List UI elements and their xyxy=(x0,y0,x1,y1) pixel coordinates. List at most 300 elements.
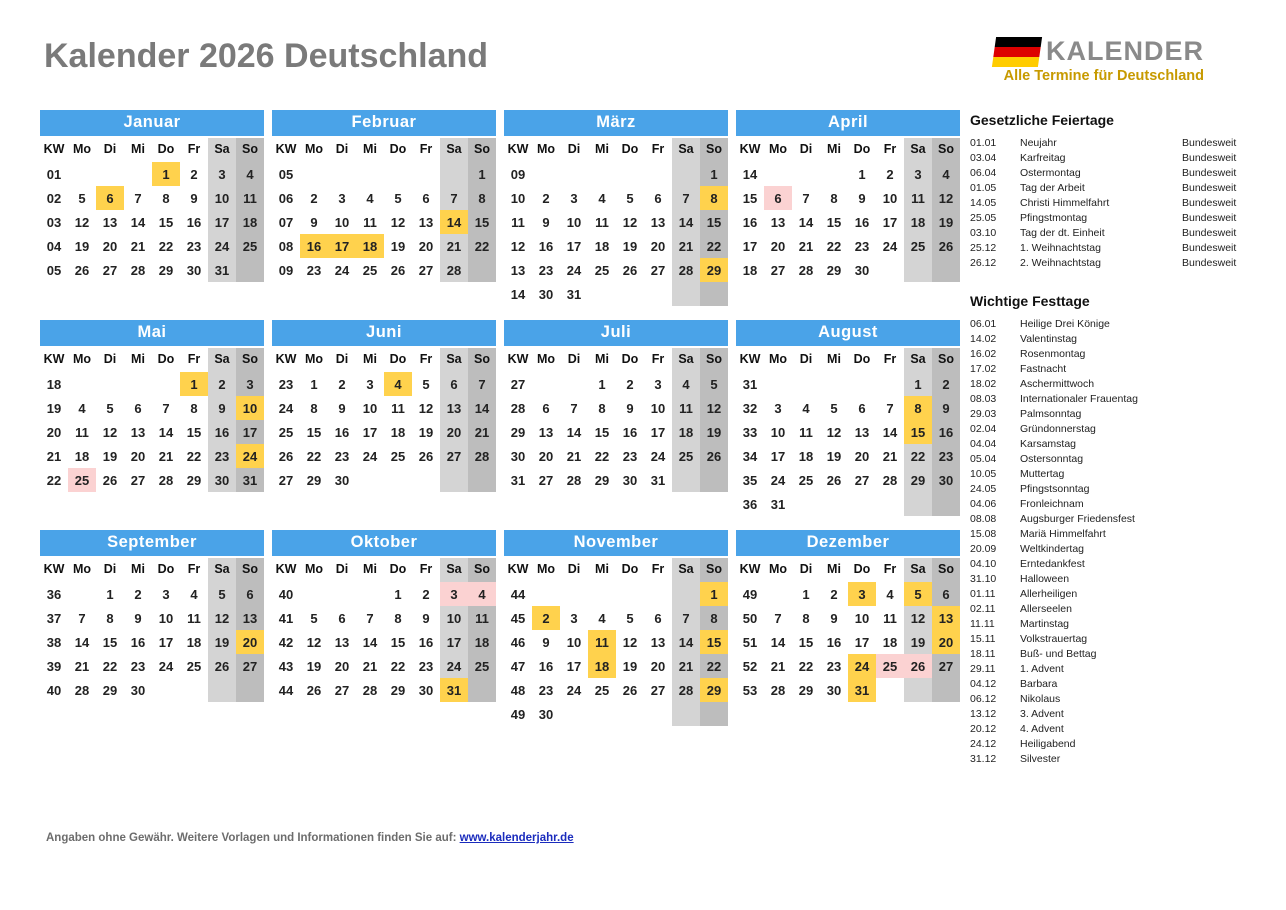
day-cell[interactable]: 17 xyxy=(770,448,786,464)
day-cell[interactable]: 14 xyxy=(882,424,898,440)
day-cell[interactable]: 26 xyxy=(74,262,90,278)
day-cell[interactable]: 9 xyxy=(542,214,550,230)
day-cell[interactable]: 16 xyxy=(418,634,434,650)
day-cell[interactable]: 25 xyxy=(362,262,378,278)
day-cell[interactable]: 16 xyxy=(932,420,960,444)
day-cell[interactable]: 12 xyxy=(932,186,960,210)
day-cell[interactable]: 20 xyxy=(236,630,264,654)
day-cell[interactable]: 18 xyxy=(390,424,406,440)
day-cell[interactable]: 2 xyxy=(830,586,838,602)
day-cell[interactable]: 23 xyxy=(418,658,434,674)
day-cell[interactable]: 25 xyxy=(904,234,932,258)
day-cell[interactable]: 15 xyxy=(306,424,322,440)
day-cell[interactable]: 24 xyxy=(236,444,264,468)
day-cell[interactable]: 6 xyxy=(440,372,468,396)
day-cell[interactable]: 22 xyxy=(306,448,322,464)
day-cell[interactable]: 29 xyxy=(186,472,202,488)
day-cell[interactable]: 28 xyxy=(74,682,90,698)
day-cell[interactable]: 11 xyxy=(363,214,377,230)
day-cell[interactable]: 31 xyxy=(208,258,236,282)
day-cell[interactable]: 30 xyxy=(622,472,638,488)
day-cell[interactable]: 6 xyxy=(932,582,960,606)
day-cell[interactable]: 7 xyxy=(802,190,810,206)
day-cell[interactable]: 4 xyxy=(190,586,198,602)
day-cell[interactable]: 12 xyxy=(622,214,638,230)
day-cell[interactable]: 8 xyxy=(310,400,318,416)
day-cell[interactable]: 13 xyxy=(538,424,554,440)
day-cell[interactable]: 12 xyxy=(102,424,118,440)
day-cell[interactable]: 13 xyxy=(334,634,350,650)
day-cell[interactable]: 4 xyxy=(78,400,86,416)
day-cell[interactable]: 10 xyxy=(334,214,350,230)
day-cell[interactable]: 28 xyxy=(130,262,146,278)
day-cell[interactable]: 7 xyxy=(886,400,894,416)
day-cell[interactable]: 28 xyxy=(672,678,700,702)
day-cell[interactable]: 16 xyxy=(186,214,202,230)
day-cell[interactable]: 23 xyxy=(334,448,350,464)
day-cell[interactable]: 18 xyxy=(594,238,610,254)
day-cell[interactable]: 29 xyxy=(158,262,174,278)
day-cell[interactable]: 29 xyxy=(594,472,610,488)
day-cell[interactable]: 18 xyxy=(882,634,898,650)
day-cell[interactable]: 20 xyxy=(130,448,146,464)
day-cell[interactable]: 8 xyxy=(904,396,932,420)
day-cell[interactable]: 24 xyxy=(440,654,468,678)
day-cell[interactable]: 21 xyxy=(798,238,814,254)
day-cell[interactable]: 30 xyxy=(130,682,146,698)
day-cell[interactable]: 30 xyxy=(418,682,434,698)
day-cell[interactable]: 28 xyxy=(798,262,814,278)
day-cell[interactable]: 6 xyxy=(542,400,550,416)
day-cell[interactable]: 3 xyxy=(236,372,264,396)
day-cell[interactable]: 7 xyxy=(366,610,374,626)
day-cell[interactable]: 17 xyxy=(236,420,264,444)
day-cell[interactable]: 24 xyxy=(566,682,582,698)
day-cell[interactable]: 17 xyxy=(328,234,356,258)
day-cell[interactable]: 30 xyxy=(538,706,554,722)
day-cell[interactable]: 2 xyxy=(190,166,198,182)
day-cell[interactable]: 8 xyxy=(598,400,606,416)
day-cell[interactable]: 6 xyxy=(422,190,430,206)
day-cell[interactable]: 2 xyxy=(208,372,236,396)
day-cell[interactable]: 11 xyxy=(391,400,405,416)
day-cell[interactable]: 14 xyxy=(770,634,786,650)
day-cell[interactable]: 9 xyxy=(858,190,866,206)
day-cell[interactable]: 1 xyxy=(858,166,866,182)
day-cell[interactable]: 5 xyxy=(208,582,236,606)
day-cell[interactable]: 15 xyxy=(904,420,932,444)
day-cell[interactable]: 23 xyxy=(538,682,554,698)
day-cell[interactable]: 29 xyxy=(390,682,406,698)
day-cell[interactable]: 22 xyxy=(468,234,496,258)
day-cell[interactable]: 21 xyxy=(440,234,468,258)
day-cell[interactable]: 22 xyxy=(102,658,118,674)
day-cell[interactable]: 16 xyxy=(130,634,146,650)
day-cell[interactable]: 25 xyxy=(68,468,96,492)
day-cell[interactable]: 4 xyxy=(384,372,412,396)
day-cell[interactable]: 19 xyxy=(418,424,434,440)
day-cell[interactable]: 3 xyxy=(440,582,468,606)
day-cell[interactable]: 18 xyxy=(186,634,202,650)
day-cell[interactable]: 7 xyxy=(78,610,86,626)
day-cell[interactable]: 9 xyxy=(190,190,198,206)
day-cell[interactable]: 23 xyxy=(130,658,146,674)
day-cell[interactable]: 6 xyxy=(764,186,792,210)
day-cell[interactable]: 24 xyxy=(158,658,174,674)
day-cell[interactable]: 1 xyxy=(106,586,114,602)
day-cell[interactable]: 25 xyxy=(672,444,700,468)
day-cell[interactable]: 4 xyxy=(886,586,894,602)
day-cell[interactable]: 4 xyxy=(802,400,810,416)
day-cell[interactable]: 28 xyxy=(770,682,786,698)
day-cell[interactable]: 3 xyxy=(208,162,236,186)
day-cell[interactable]: 10 xyxy=(566,214,582,230)
day-cell[interactable]: 27 xyxy=(418,262,434,278)
day-cell[interactable]: 24 xyxy=(650,448,666,464)
day-cell[interactable]: 13 xyxy=(236,606,264,630)
day-cell[interactable]: 4 xyxy=(236,162,264,186)
day-cell[interactable]: 24 xyxy=(566,262,582,278)
day-cell[interactable]: 11 xyxy=(468,606,496,630)
day-cell[interactable]: 25 xyxy=(390,448,406,464)
day-cell[interactable]: 11 xyxy=(595,214,609,230)
day-cell[interactable]: 29 xyxy=(700,258,728,282)
day-cell[interactable]: 3 xyxy=(774,400,782,416)
day-cell[interactable]: 4 xyxy=(366,190,374,206)
day-cell[interactable]: 21 xyxy=(672,654,700,678)
day-cell[interactable]: 26 xyxy=(102,472,118,488)
day-cell[interactable]: 12 xyxy=(390,214,406,230)
day-cell[interactable]: 29 xyxy=(826,262,842,278)
day-cell[interactable]: 3 xyxy=(162,586,170,602)
day-cell[interactable]: 25 xyxy=(594,682,610,698)
day-cell[interactable]: 30 xyxy=(334,472,350,488)
day-cell[interactable]: 7 xyxy=(672,186,700,210)
day-cell[interactable]: 5 xyxy=(394,190,402,206)
day-cell[interactable]: 26 xyxy=(306,682,322,698)
day-cell[interactable]: 17 xyxy=(650,424,666,440)
day-cell[interactable]: 14 xyxy=(440,210,468,234)
day-cell[interactable]: 11 xyxy=(588,630,616,654)
day-cell[interactable]: 10 xyxy=(236,396,264,420)
day-cell[interactable]: 16 xyxy=(826,634,842,650)
day-cell[interactable]: 18 xyxy=(74,448,90,464)
day-cell[interactable]: 13 xyxy=(102,214,118,230)
day-cell[interactable]: 5 xyxy=(626,190,634,206)
day-cell[interactable]: 1 xyxy=(700,162,728,186)
day-cell[interactable]: 14 xyxy=(798,214,814,230)
day-cell[interactable]: 16 xyxy=(538,658,554,674)
day-cell[interactable]: 1 xyxy=(180,372,208,396)
day-cell[interactable]: 6 xyxy=(654,190,662,206)
day-cell[interactable]: 5 xyxy=(830,400,838,416)
day-cell[interactable]: 19 xyxy=(826,448,842,464)
day-cell[interactable]: 30 xyxy=(186,262,202,278)
day-cell[interactable]: 22 xyxy=(390,658,406,674)
day-cell[interactable]: 10 xyxy=(440,606,468,630)
day-cell[interactable]: 14 xyxy=(158,424,174,440)
day-cell[interactable]: 15 xyxy=(158,214,174,230)
day-cell[interactable]: 1 xyxy=(598,376,606,392)
day-cell[interactable]: 26 xyxy=(932,234,960,258)
day-cell[interactable]: 14 xyxy=(362,634,378,650)
day-cell[interactable]: 22 xyxy=(186,448,202,464)
day-cell[interactable]: 17 xyxy=(566,238,582,254)
day-cell[interactable]: 8 xyxy=(802,610,810,626)
day-cell[interactable]: 18 xyxy=(588,654,616,678)
day-cell[interactable]: 28 xyxy=(468,444,496,468)
day-cell[interactable]: 5 xyxy=(626,610,634,626)
day-cell[interactable]: 12 xyxy=(418,400,434,416)
footer-link[interactable]: www.kalenderjahr.de xyxy=(459,832,574,844)
day-cell[interactable]: 5 xyxy=(106,400,114,416)
day-cell[interactable]: 8 xyxy=(830,190,838,206)
day-cell[interactable]: 19 xyxy=(306,658,322,674)
day-cell[interactable]: 6 xyxy=(858,400,866,416)
day-cell[interactable]: 20 xyxy=(650,238,666,254)
day-cell[interactable]: 27 xyxy=(854,472,870,488)
day-cell[interactable]: 14 xyxy=(130,214,146,230)
day-cell[interactable]: 9 xyxy=(208,396,236,420)
day-cell[interactable]: 25 xyxy=(876,654,904,678)
day-cell[interactable]: 1 xyxy=(468,162,496,186)
day-cell[interactable]: 13 xyxy=(440,396,468,420)
day-cell[interactable]: 15 xyxy=(390,634,406,650)
day-cell[interactable]: 24 xyxy=(882,238,898,254)
day-cell[interactable]: 17 xyxy=(566,658,582,674)
day-cell[interactable]: 31 xyxy=(650,472,666,488)
day-cell[interactable]: 25 xyxy=(186,658,202,674)
day-cell[interactable]: 10 xyxy=(158,610,174,626)
day-cell[interactable]: 26 xyxy=(826,472,842,488)
day-cell[interactable]: 2 xyxy=(310,190,318,206)
day-cell[interactable]: 12 xyxy=(208,606,236,630)
day-cell[interactable]: 3 xyxy=(570,610,578,626)
day-cell[interactable]: 11 xyxy=(75,424,89,440)
day-cell[interactable]: 2 xyxy=(134,586,142,602)
day-cell[interactable]: 20 xyxy=(538,448,554,464)
day-cell[interactable]: 12 xyxy=(904,606,932,630)
day-cell[interactable]: 6 xyxy=(96,186,124,210)
day-cell[interactable]: 31 xyxy=(848,678,876,702)
day-cell[interactable]: 30 xyxy=(932,468,960,492)
day-cell[interactable]: 20 xyxy=(932,630,960,654)
day-cell[interactable]: 1 xyxy=(310,376,318,392)
day-cell[interactable]: 4 xyxy=(598,610,606,626)
day-cell[interactable]: 11 xyxy=(236,186,264,210)
day-cell[interactable]: 26 xyxy=(700,444,728,468)
day-cell[interactable]: 10 xyxy=(854,610,870,626)
day-cell[interactable]: 5 xyxy=(310,610,318,626)
day-cell[interactable]: 8 xyxy=(468,186,496,210)
day-cell[interactable]: 23 xyxy=(208,444,236,468)
day-cell[interactable]: 12 xyxy=(826,424,842,440)
day-cell[interactable]: 9 xyxy=(422,610,430,626)
day-cell[interactable]: 21 xyxy=(362,658,378,674)
day-cell[interactable]: 10 xyxy=(208,186,236,210)
day-cell[interactable]: 28 xyxy=(882,472,898,488)
day-cell[interactable]: 17 xyxy=(440,630,468,654)
day-cell[interactable]: 3 xyxy=(904,162,932,186)
day-cell[interactable]: 19 xyxy=(208,630,236,654)
day-cell[interactable]: 30 xyxy=(854,262,870,278)
day-cell[interactable]: 3 xyxy=(570,190,578,206)
day-cell[interactable]: 20 xyxy=(440,420,468,444)
day-cell[interactable]: 7 xyxy=(440,186,468,210)
day-cell[interactable]: 31 xyxy=(440,678,468,702)
day-cell[interactable]: 1 xyxy=(394,586,402,602)
day-cell[interactable]: 28 xyxy=(362,682,378,698)
day-cell[interactable]: 15 xyxy=(700,630,728,654)
day-cell[interactable]: 2 xyxy=(886,166,894,182)
day-cell[interactable]: 13 xyxy=(854,424,870,440)
day-cell[interactable]: 18 xyxy=(904,210,932,234)
day-cell[interactable]: 23 xyxy=(854,238,870,254)
day-cell[interactable]: 15 xyxy=(594,424,610,440)
day-cell[interactable]: 2 xyxy=(626,376,634,392)
day-cell[interactable]: 19 xyxy=(932,210,960,234)
day-cell[interactable]: 27 xyxy=(334,682,350,698)
day-cell[interactable]: 5 xyxy=(78,190,86,206)
day-cell[interactable]: 22 xyxy=(826,238,842,254)
day-cell[interactable]: 27 xyxy=(650,262,666,278)
day-cell[interactable]: 7 xyxy=(570,400,578,416)
day-cell[interactable]: 18 xyxy=(468,630,496,654)
day-cell[interactable]: 4 xyxy=(598,190,606,206)
day-cell[interactable]: 29 xyxy=(102,682,118,698)
day-cell[interactable]: 2 xyxy=(422,586,430,602)
day-cell[interactable]: 8 xyxy=(106,610,114,626)
day-cell[interactable]: 16 xyxy=(300,234,328,258)
day-cell[interactable]: 8 xyxy=(700,186,728,210)
day-cell[interactable]: 18 xyxy=(356,234,384,258)
day-cell[interactable]: 23 xyxy=(826,658,842,674)
day-cell[interactable]: 26 xyxy=(390,262,406,278)
day-cell[interactable]: 6 xyxy=(338,610,346,626)
day-cell[interactable]: 20 xyxy=(854,448,870,464)
day-cell[interactable]: 21 xyxy=(468,420,496,444)
day-cell[interactable]: 19 xyxy=(904,630,932,654)
day-cell[interactable]: 23 xyxy=(186,238,202,254)
day-cell[interactable]: 8 xyxy=(700,606,728,630)
day-cell[interactable]: 9 xyxy=(134,610,142,626)
day-cell[interactable]: 19 xyxy=(74,238,90,254)
day-cell[interactable]: 16 xyxy=(854,214,870,230)
day-cell[interactable]: 4 xyxy=(672,372,700,396)
day-cell[interactable]: 27 xyxy=(130,472,146,488)
day-cell[interactable]: 26 xyxy=(622,682,638,698)
day-cell[interactable]: 30 xyxy=(208,468,236,492)
day-cell[interactable]: 19 xyxy=(102,448,118,464)
day-cell[interactable]: 19 xyxy=(700,420,728,444)
day-cell[interactable]: 17 xyxy=(158,634,174,650)
day-cell[interactable]: 26 xyxy=(622,262,638,278)
day-cell[interactable]: 21 xyxy=(566,448,582,464)
day-cell[interactable]: 15 xyxy=(186,424,202,440)
day-cell[interactable]: 15 xyxy=(102,634,118,650)
day-cell[interactable]: 4 xyxy=(932,162,960,186)
day-cell[interactable]: 8 xyxy=(190,400,198,416)
day-cell[interactable]: 23 xyxy=(932,444,960,468)
day-cell[interactable]: 11 xyxy=(904,186,932,210)
day-cell[interactable]: 25 xyxy=(468,654,496,678)
day-cell[interactable]: 21 xyxy=(74,658,90,674)
day-cell[interactable]: 3 xyxy=(338,190,346,206)
day-cell[interactable]: 23 xyxy=(306,262,322,278)
day-cell[interactable]: 21 xyxy=(158,448,174,464)
day-cell[interactable]: 26 xyxy=(904,654,932,678)
day-cell[interactable]: 20 xyxy=(770,238,786,254)
day-cell[interactable]: 26 xyxy=(208,654,236,678)
day-cell[interactable]: 12 xyxy=(74,214,90,230)
day-cell[interactable]: 7 xyxy=(162,400,170,416)
day-cell[interactable]: 19 xyxy=(622,238,638,254)
day-cell[interactable]: 9 xyxy=(338,400,346,416)
day-cell[interactable]: 22 xyxy=(798,658,814,674)
day-cell[interactable]: 16 xyxy=(208,420,236,444)
day-cell[interactable]: 21 xyxy=(130,238,146,254)
day-cell[interactable]: 17 xyxy=(208,210,236,234)
day-cell[interactable]: 15 xyxy=(700,210,728,234)
day-cell[interactable]: 11 xyxy=(799,424,813,440)
day-cell[interactable]: 1 xyxy=(152,162,180,186)
day-cell[interactable]: 23 xyxy=(538,262,554,278)
day-cell[interactable]: 23 xyxy=(622,448,638,464)
day-cell[interactable]: 11 xyxy=(187,610,201,626)
day-cell[interactable]: 24 xyxy=(848,654,876,678)
day-cell[interactable]: 29 xyxy=(904,468,932,492)
day-cell[interactable]: 25 xyxy=(594,262,610,278)
day-cell[interactable]: 31 xyxy=(236,468,264,492)
day-cell[interactable]: 22 xyxy=(158,238,174,254)
day-cell[interactable]: 19 xyxy=(622,658,638,674)
day-cell[interactable]: 27 xyxy=(236,654,264,678)
day-cell[interactable]: 24 xyxy=(770,472,786,488)
day-cell[interactable]: 13 xyxy=(932,606,960,630)
day-cell[interactable]: 21 xyxy=(882,448,898,464)
day-cell[interactable]: 28 xyxy=(672,258,700,282)
day-cell[interactable]: 12 xyxy=(622,634,638,650)
day-cell[interactable]: 10 xyxy=(770,424,786,440)
day-cell[interactable]: 24 xyxy=(208,234,236,258)
day-cell[interactable]: 27 xyxy=(440,444,468,468)
day-cell[interactable]: 1 xyxy=(802,586,810,602)
day-cell[interactable]: 3 xyxy=(848,582,876,606)
day-cell[interactable]: 28 xyxy=(158,472,174,488)
day-cell[interactable]: 1 xyxy=(904,372,932,396)
day-cell[interactable]: 7 xyxy=(468,372,496,396)
day-cell[interactable]: 2 xyxy=(932,372,960,396)
day-cell[interactable]: 12 xyxy=(306,634,322,650)
day-cell[interactable]: 13 xyxy=(130,424,146,440)
day-cell[interactable]: 6 xyxy=(654,610,662,626)
day-cell[interactable]: 14 xyxy=(566,424,582,440)
day-cell[interactable]: 18 xyxy=(672,420,700,444)
day-cell[interactable]: 18 xyxy=(798,448,814,464)
day-cell[interactable]: 9 xyxy=(626,400,634,416)
day-cell[interactable]: 10 xyxy=(882,190,898,206)
day-cell[interactable]: 9 xyxy=(830,610,838,626)
day-cell[interactable]: 27 xyxy=(770,262,786,278)
day-cell[interactable]: 13 xyxy=(418,214,434,230)
day-cell[interactable]: 24 xyxy=(362,448,378,464)
day-cell[interactable]: 14 xyxy=(468,396,496,420)
day-cell[interactable]: 6 xyxy=(134,400,142,416)
day-cell[interactable]: 31 xyxy=(566,286,582,302)
day-cell[interactable]: 25 xyxy=(236,234,264,258)
day-cell[interactable]: 27 xyxy=(650,682,666,698)
day-cell[interactable]: 4 xyxy=(468,582,496,606)
